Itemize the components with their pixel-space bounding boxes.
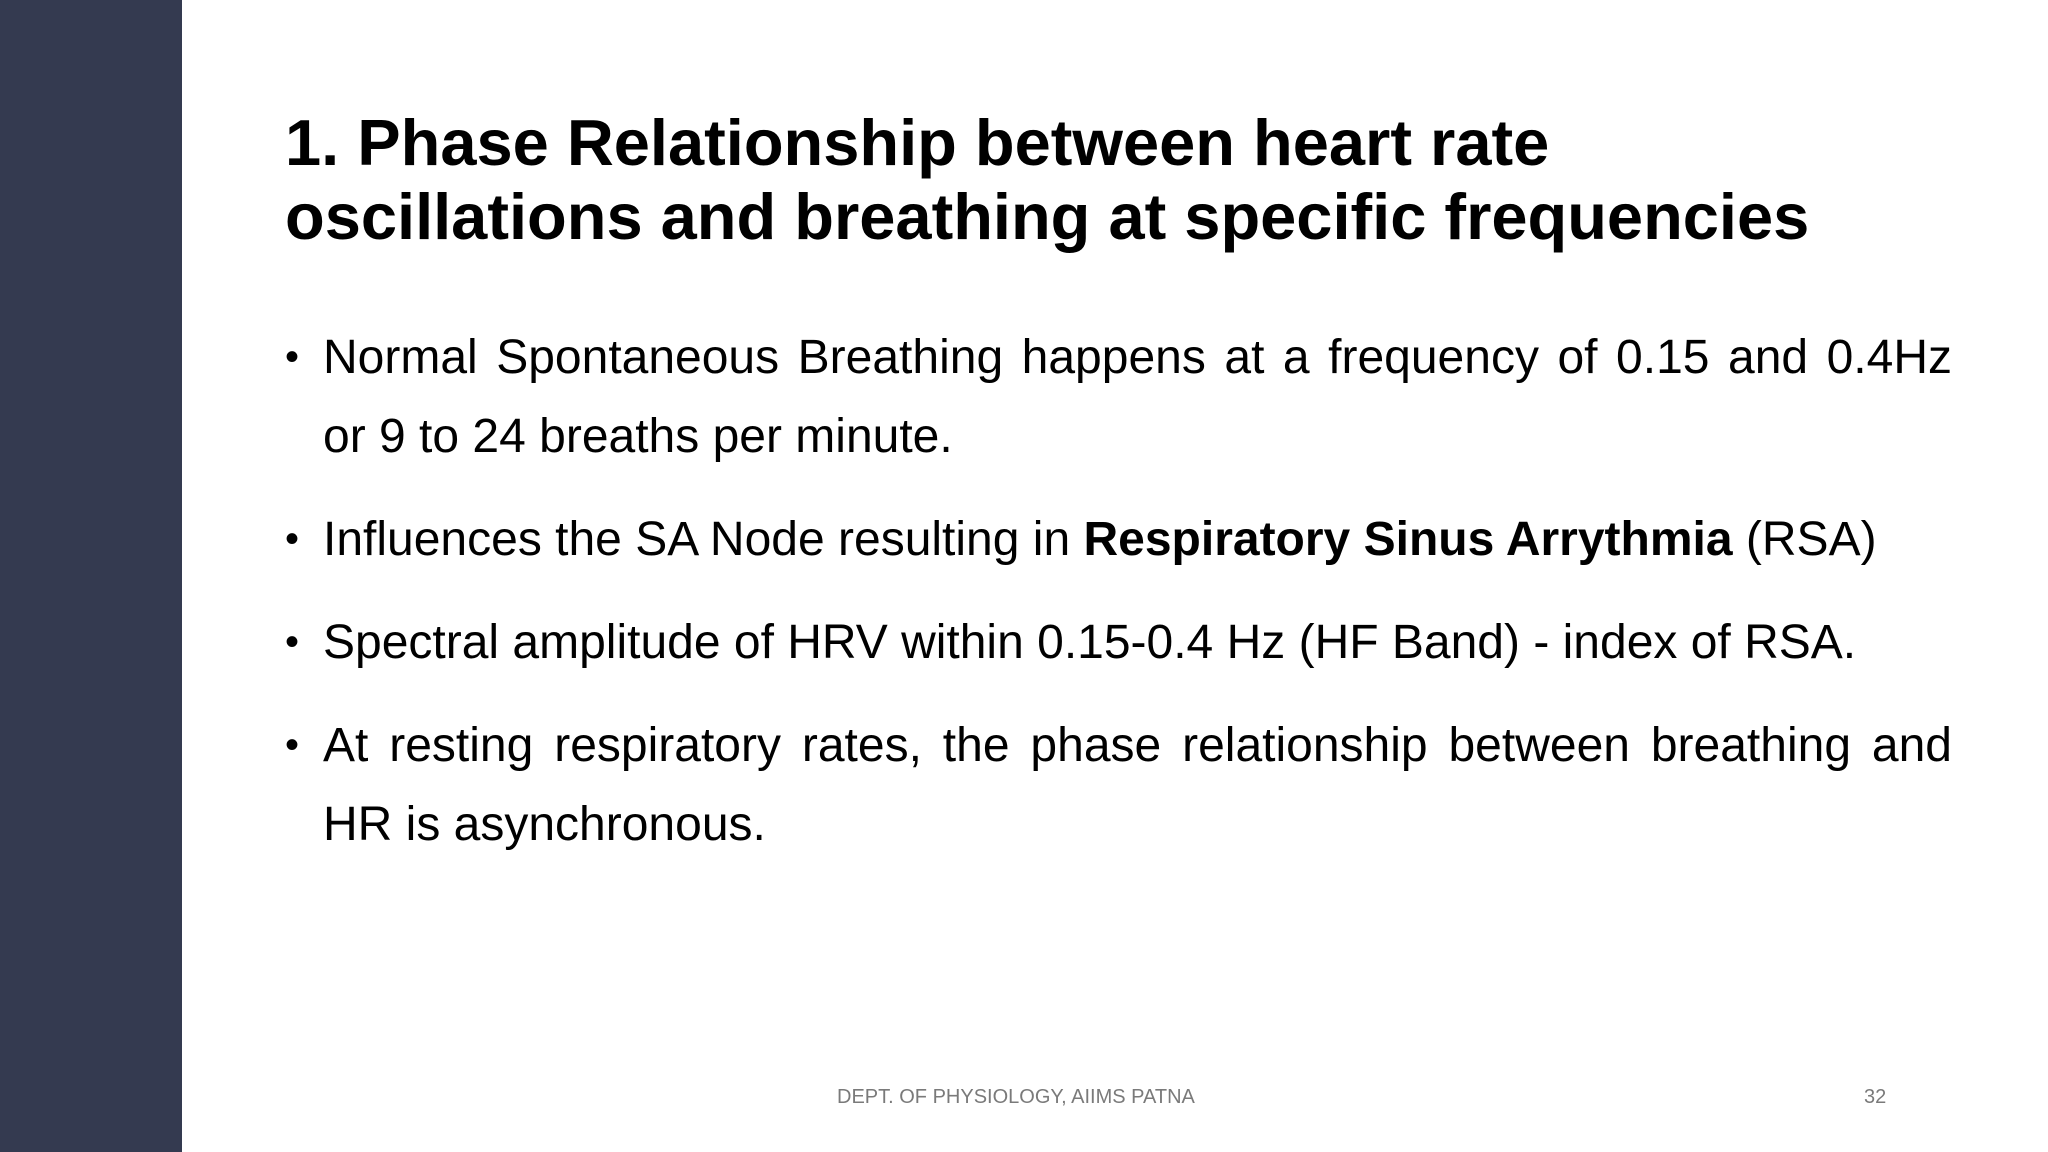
bullet-item-breathing-frequency (285, 318, 1952, 476)
bullet-dot-icon: • (285, 723, 300, 767)
slide-title-line-1: 1. Phase Relationship between heart rate (285, 106, 1550, 179)
slide-title-line-2: oscillations and breathing at specific frequencies (285, 180, 1810, 253)
page-number: 32 (1864, 1086, 1887, 1108)
bullet-item-spectral-amplitude (285, 603, 1952, 682)
bullet-text-part: (RSA) (1732, 513, 1877, 566)
left-accent-bar (0, 0, 182, 1152)
bullet-dot-icon: • (285, 335, 300, 379)
bullet-list (285, 318, 1952, 888)
footer-department: DEPT. OF PHYSIOLOGY, AIIMS PATNA (837, 1086, 1195, 1108)
bullet-text: Normal Spontaneous Breathing happens at a frequency of 0.15 and 0.4Hz or 9 to 24 breaths per minute. (323, 331, 1952, 463)
bullet-text: At resting respiratory rates, the phase relationship between breathing and HR is asynchronous. (323, 719, 1952, 851)
slide-footer (0, 1086, 2048, 1116)
bullet-item-sa-node (285, 500, 1952, 579)
bullet-text-bold: Respiratory Sinus Arrythmia (1083, 513, 1733, 566)
bullet-dot-icon: • (285, 517, 300, 561)
bullet-text: Spectral amplitude of HRV within 0.15-0.4 Hz (HF Band) - index of RSA. (323, 616, 1857, 669)
bullet-item-phase-relationship (285, 706, 1952, 864)
bullet-text-part: Influences the SA Node resulting in (323, 513, 1084, 566)
bullet-dot-icon: • (285, 620, 300, 664)
slide-title (285, 106, 1985, 254)
